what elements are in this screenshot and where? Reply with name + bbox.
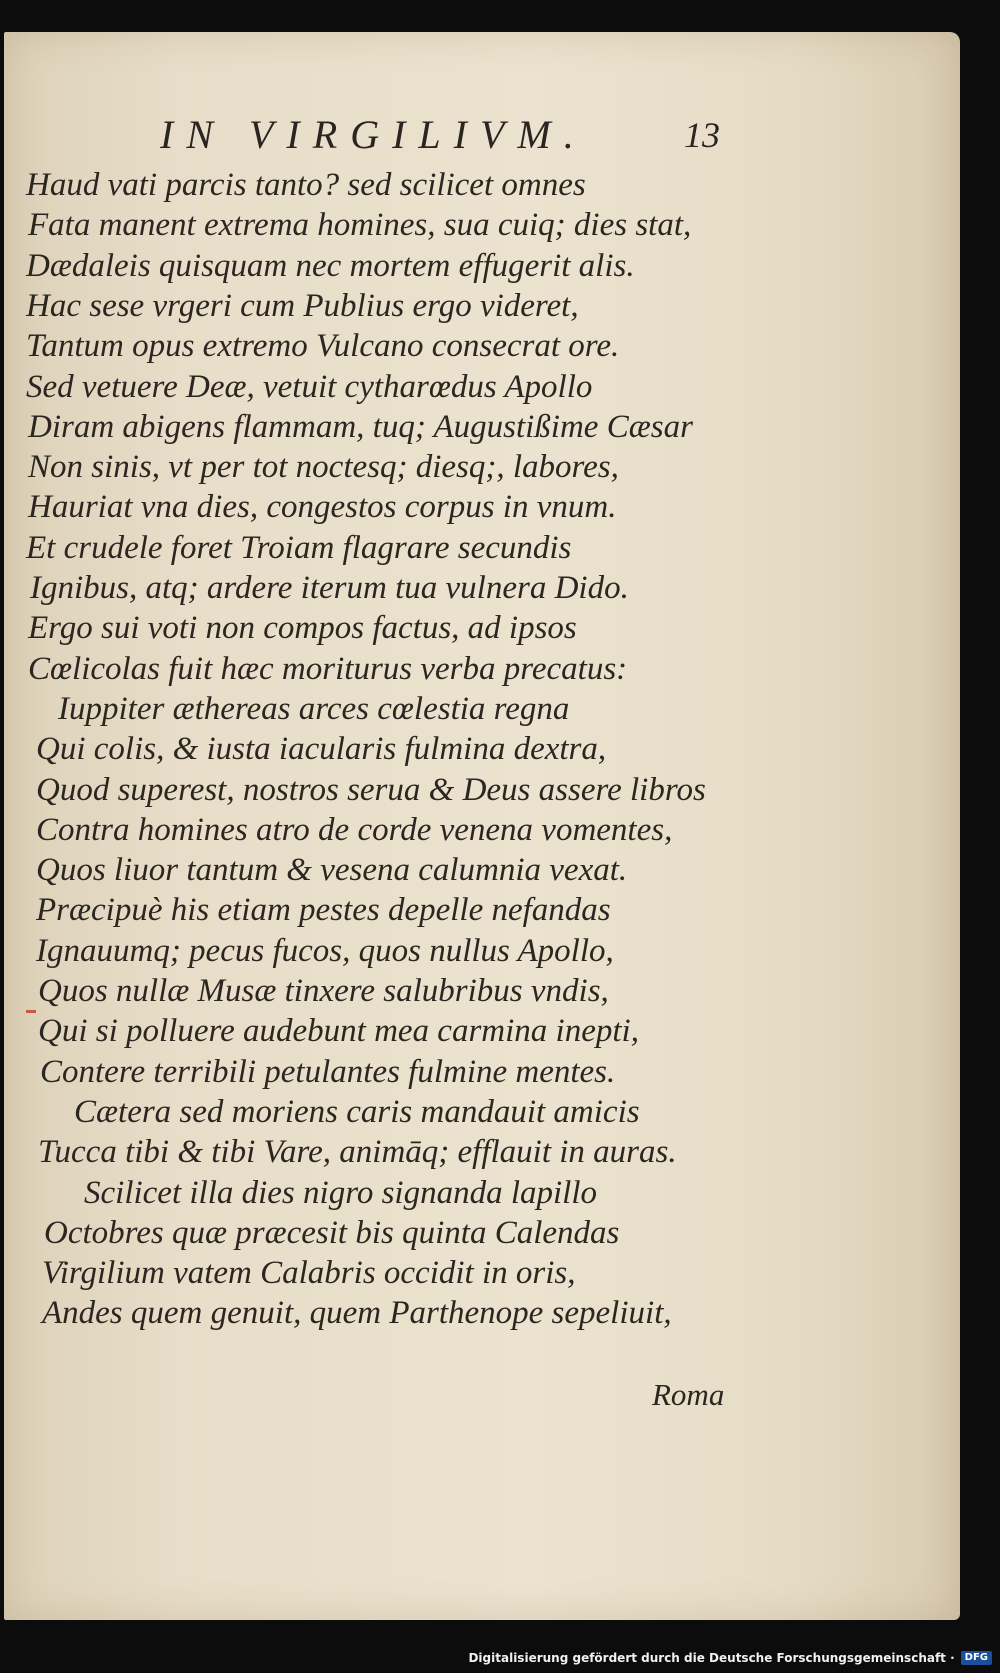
verse-line: Contra homines atro de corde venena vomentes, bbox=[36, 811, 673, 848]
verse-line: Contere terribili petulantes fulmine mentes. bbox=[40, 1053, 616, 1090]
verse-line: Quod superest, nostros serua & Deus assere libros bbox=[36, 771, 706, 808]
verse-line: Andes quem genuit, quem Parthenope sepeliuit, bbox=[42, 1295, 672, 1332]
verse-line: Haud vati parcis tanto? sed scilicet omnes bbox=[26, 167, 586, 203]
catchword: Roma bbox=[652, 1377, 725, 1412]
funding-notice: Digitalisierung gefördert durch die Deutsche Forschungsgemeinschaft · bbox=[468, 1651, 955, 1665]
book-page bbox=[4, 32, 960, 1620]
running-head: IN VIRGILIVM. bbox=[160, 112, 587, 157]
verse-line: Dædaleis quisquam nec mortem effugerit alis. bbox=[26, 247, 635, 284]
verse-line: Quos nullæ Musæ tinxere salubribus vndis, bbox=[38, 973, 609, 1009]
verse-line: Qui si polluere audebunt mea carmina inepti, bbox=[38, 1013, 639, 1050]
verse-line: Fata manent extrema homines, sua cuiq; dies stat, bbox=[28, 207, 692, 244]
verse-line: Cœlicolas fuit hæc moriturus verba precatus: bbox=[28, 650, 628, 687]
verse-line: Tantum opus extremo Vulcano consecrat ore. bbox=[26, 328, 620, 365]
verse-line: Iuppiter æthereas arces cœlestia regna bbox=[58, 690, 570, 727]
verse-line: Quos liuor tantum & vesena calumnia vexat. bbox=[36, 852, 628, 889]
page-number: 13 bbox=[684, 115, 720, 155]
verse-line: Qui colis, & iusta iacularis fulmina dextra, bbox=[36, 731, 607, 768]
verse-line: Non sinis, vt per tot noctesq; diesq;, labores, bbox=[28, 449, 619, 486]
dfg-logo-icon: DFG bbox=[961, 1651, 992, 1665]
verse-line: Virgilium vatem Calabris occidit in oris, bbox=[42, 1255, 576, 1292]
verse-line: Sed vetuere Deæ, vetuit cytharœdus Apollo bbox=[26, 368, 593, 405]
page-header bbox=[4, 110, 960, 160]
verse-line: Tucca tibi & tibi Vare, animāq; efflauit in auras. bbox=[38, 1134, 677, 1171]
verse-line: Octobres quæ præcesit bis quinta Calendas bbox=[44, 1214, 620, 1251]
verse-line: Hac sese vrgeri cum Publius ergo videret, bbox=[26, 287, 579, 324]
verse-line: Præcipuè his etiam pestes depelle nefandas bbox=[36, 892, 611, 929]
verse-line: Ergo sui voti non compos factus, ad ipsos bbox=[28, 610, 577, 647]
verse-line: Et crudele foret Troiam flagrare secundis bbox=[26, 529, 572, 566]
verse-line: Hauriat vna dies, congestos corpus in vnum. bbox=[28, 489, 617, 526]
digitization-footer bbox=[468, 1647, 992, 1669]
verse-line: Ignibus, atq; ardere iterum tua vulnera Dido. bbox=[30, 570, 629, 606]
verse-line: Scilicet illa dies nigro signanda lapillo bbox=[84, 1174, 597, 1211]
margin-mark bbox=[26, 1010, 36, 1013]
verse-line: Ignauumq; pecus fucos, quos nullus Apollo, bbox=[36, 932, 614, 969]
verse-line: Diram abigens flammam, tuq; Augustißime Cæsar bbox=[28, 408, 693, 445]
verse-line: Cætera sed moriens caris mandauit amicis bbox=[74, 1093, 640, 1130]
